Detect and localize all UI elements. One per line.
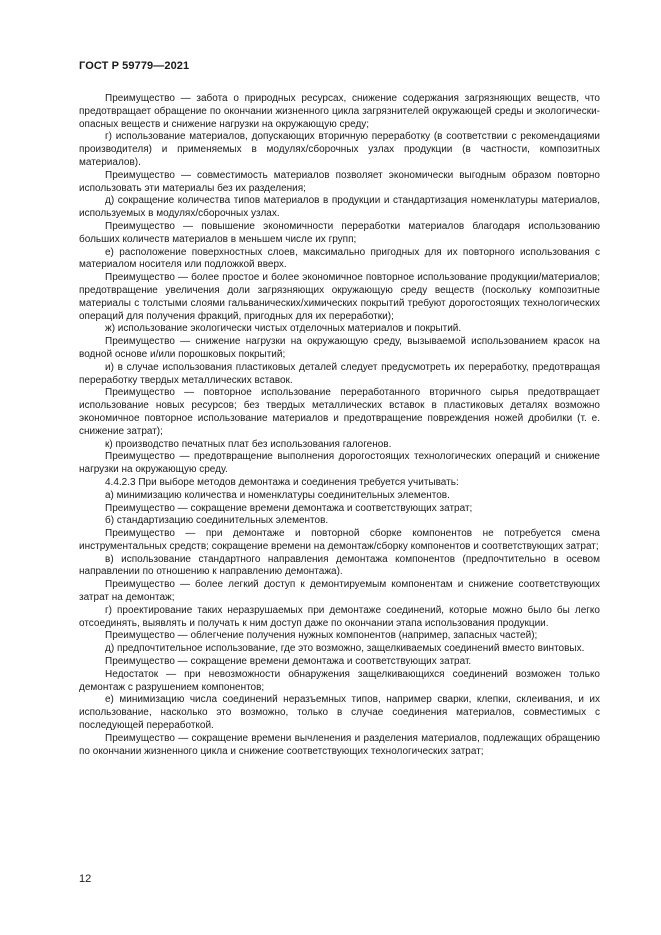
paragraph: Преимущество — предотвращение выполнения дорогостоящих технологических операций и снижение нагрузки на окружающую среду.	[79, 451, 600, 476]
paragraph: Преимущество — сокращение времени вычленения и разделения материалов, подлежащих обращению по окончании жизненного цикла и снижение соответствующих технологических затрат;	[79, 732, 600, 757]
paragraph: а) минимизацию количества и номенклатуры соединительных элементов.	[105, 489, 450, 501]
paragraph: ж) использование экологически чистых отделочных материалов и покрытий.	[105, 323, 462, 335]
paragraph: д) предпочтительное использование, где это возможно, защелкиваемых соединений вместо винтовых.	[105, 643, 585, 655]
paragraph: Преимущество — совместимость материалов позволяет экономически выгодным образом повторно использовать эти материалы без их разделения;	[79, 169, 600, 194]
paragraph: Преимущество — при демонтаже и повторной сборке компонентов не потребуется смена инструментальных средств; сокращение времени на демонтаж/сборку компонентов и соответствующих затрат;	[79, 528, 600, 552]
paragraph: д) сокращение количества типов материалов в продукции и стандартизация номенклатуры материалов, используемых в модулях/сборочных узлах.	[79, 195, 600, 220]
paragraph: б) стандартизацию соединительных элементов.	[105, 515, 329, 527]
paragraph: г) проектирование таких неразрушаемых при демонтаже соединений, которые можно было бы легко отсоединять, выявлять и получать к ним доступ даже по окончании этапа использования продукции.	[79, 604, 600, 629]
paragraph: Преимущество — более простое и более экономичное повторное использование продукции/материалов; предотвращение увеличения доли загрязняющих окружающую среду веществ (поскольку композитные материалы с толстыми слоями гальванических/химических покрытий требуют дорогостоящих технологических операций для получения фракций, пригодных для их переработки);	[79, 272, 600, 322]
paragraph: Преимущество — сокращение времени демонтажа и соответствующих затрат.	[105, 656, 472, 668]
page-number: 12	[79, 873, 92, 885]
paragraph: Преимущество — повторное использование переработанного вторичного сырья предотвращает использование новых ресурсов; без твердых металлических вставок в пластиковых деталях возможно экономичное повторное использование материалов и предотвращение повреждения ножей дробилки (т. е. снижение затрат);	[79, 387, 600, 437]
paragraph: е) расположение поверхностных слоев, максимально пригодных для их повторного использования с материалом носителя или подложкой вверх.	[79, 246, 600, 271]
document-body	[79, 93, 600, 758]
document-header-code: ГОСТ Р 59779—2021	[79, 60, 190, 72]
paragraph: Преимущество — забота о природных ресурсах, снижение содержания загрязняющих веществ, что предотвращает обращение по окончании жизненного цикла загрязнителей окружающей среды и экологически-опасных веществ и снижение нагрузки на окружающую среду;	[79, 93, 600, 130]
paragraph: к) производство печатных плат без использования галогенов.	[105, 438, 392, 450]
paragraph: в) использование стандартного направления демонтажа компонентов (предпочтительно в осевом направлении по отношению к направлению демонтажа).	[79, 553, 600, 578]
paragraph: Преимущество — более легкий доступ к демонтируемым компонентам и снижение соответствующих затрат на демонтаж;	[79, 579, 600, 604]
paragraph: Преимущество — сокращение времени демонтажа и соответствующих затрат;	[105, 502, 473, 514]
paragraph: Преимущество — снижение нагрузки на окружающую среду, вызываемой использованием красок на водной основе и/или порошковых покрытий;	[79, 336, 600, 360]
paragraph: Недостаток — при невозможности обнаружения защелкивающихся соединений возможен только демонтаж с разрушением компонентов;	[79, 668, 600, 693]
section-clause: 4.4.2.3 При выборе методов демонтажа и соединения требуется учитывать:	[105, 476, 459, 488]
paragraph: е) минимизацию числа соединений неразъемных типов, например сварки, клепки, склеивания, и их использование, насколько это возможно, только в случае соединения материалов, совместимых с последующей переработкой.	[79, 694, 600, 732]
paragraph: и) в случае использования пластиковых деталей следует предусмотреть их переработку, предотвращая переработку твердых металлических вставок.	[79, 361, 600, 386]
paragraph: Преимущество — облегчение получения нужных компонентов (например, запасных частей);	[105, 630, 538, 642]
paragraph: г) использование материалов, допускающих вторичную переработку (в соответствии с рекомендациями производителя) и применяемых в модулях/сборочных узлах продукции (в частности, композитных материалов).	[79, 131, 600, 168]
paragraph: Преимущество — повышение экономичности переработки материалов благодаря использованию больших количеств материалов в меньшем числе их групп;	[79, 220, 600, 245]
